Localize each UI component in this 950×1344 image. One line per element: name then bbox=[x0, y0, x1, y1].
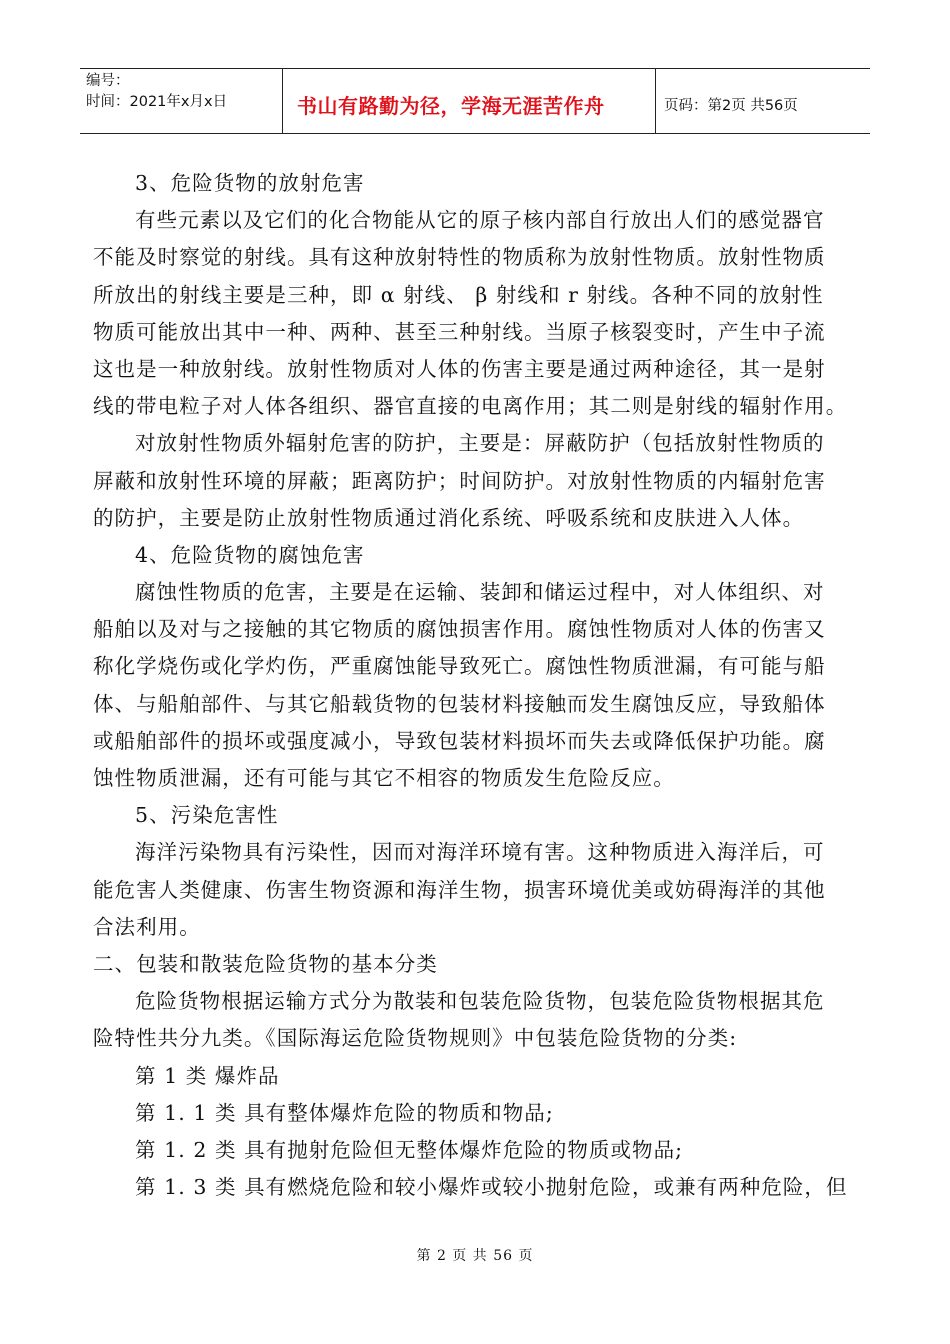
section-heading: 3、危险货物的放射危害 bbox=[135, 171, 365, 195]
paragraph-line: 体、与船舶部件、与其它船载货物的包装材料接触而发生腐蚀反应，导致船体 bbox=[93, 691, 826, 716]
class-item: 第 1. 3 类 具有燃烧危险和较小爆炸或较小抛射危险，或兼有两种危险，但 bbox=[135, 1175, 848, 1200]
header-page-info: 页码：第2页 共56页 bbox=[664, 97, 798, 114]
paragraph-line: 屏蔽和放射性环境的屏蔽；距离防护；时间防护。对放射性物质的内辐射危害 bbox=[93, 468, 826, 493]
section-heading: 4、危险货物的腐蚀危害 bbox=[135, 542, 365, 567]
paragraph-line: 海洋污染物具有污染性，因而对海洋环境有害。这种物质进入海洋后，可 bbox=[135, 840, 825, 865]
paragraph-line: 蚀性物质泄漏，还有可能与其它不相容的物质发生危险反应。 bbox=[93, 766, 675, 790]
section-heading: 5、污染危害性 bbox=[135, 803, 279, 828]
paragraph-line: 能危害人类健康、伤害生物资源和海洋生物，损害环境优美或妨碍海洋的其他 bbox=[93, 877, 826, 902]
chapter-heading: 二、包装和散装危险货物的基本分类 bbox=[93, 951, 438, 976]
header-motto-cell bbox=[283, 69, 656, 133]
document-number-label: 编号： bbox=[86, 73, 130, 89]
paragraph-line: 危险货物根据运输方式分为散装和包装危险货物，包装危险货物根据其危 bbox=[135, 989, 825, 1014]
paragraph-line: 线的带电粒子对人体各组织、器官直接的电离作用；其二则是射线的辐射作用。 bbox=[93, 394, 848, 419]
paragraph-line: 不能及时察觉的射线。具有这种放射特性的物质称为放射性物质。放射性物质 bbox=[93, 245, 826, 270]
paragraph-line: 的防护，主要是防止放射性物质通过消化系统、呼吸系统和皮肤进入人体。 bbox=[93, 505, 805, 530]
document-body bbox=[93, 165, 863, 1206]
page-footer: 第 2 页 共 56 页 bbox=[416, 1248, 534, 1264]
class-heading: 第 1 类 爆炸品 bbox=[135, 1063, 280, 1088]
paragraph-line: 所放出的射线主要是三种，即 α 射线、 β 射线和 r 射线。各种不同的放射性 bbox=[93, 282, 824, 307]
paragraph-line: 对放射性物质外辐射危害的防护，主要是：屏蔽防护（包括放射性物质的 bbox=[135, 431, 825, 456]
paragraph-line: 船舶以及对与之接触的其它物质的腐蚀损害作用。腐蚀性物质对人体的伤害又 bbox=[93, 617, 826, 642]
paragraph-line: 或船舶部件的损坏或强度减小，导致包装材料损坏而失去或降低保护功能。腐 bbox=[93, 728, 826, 753]
document-date-label: 时间：2021年x月x日 bbox=[86, 94, 228, 110]
paragraph-line: 有些元素以及它们的化合物能从它的原子核内部自行放出人们的感觉器官 bbox=[135, 208, 825, 233]
class-item: 第 1. 1 类 具有整体爆炸危险的物质和物品; bbox=[135, 1100, 554, 1125]
class-item: 第 1. 2 类 具有抛射危险但无整体爆炸危险的物质或物品; bbox=[135, 1137, 684, 1162]
paragraph-line: 物质可能放出其中一种、两种、甚至三种射线。当原子核裂变时，产生中子流 bbox=[93, 319, 826, 344]
header-motto: 书山有路勤为径，学海无涯苦作舟 bbox=[297, 93, 605, 118]
paragraph-line: 称化学烧伤或化学灼伤，严重腐蚀能导致死亡。腐蚀性物质泄漏，有可能与船 bbox=[93, 654, 826, 679]
paragraph-line: 险特性共分九类。《国际海运危险货物规则》中包装危险货物的分类: bbox=[93, 1026, 738, 1051]
paragraph-line: 这也是一种放射线。放射性物质对人体的伤害主要是通过两种途径，其一是射 bbox=[93, 356, 826, 381]
header-meta bbox=[80, 69, 283, 133]
header-page-info-cell bbox=[656, 69, 870, 133]
paragraph-line: 合法利用。 bbox=[93, 914, 201, 939]
page-header bbox=[80, 68, 870, 134]
paragraph-line: 腐蚀性物质的危害，主要是在运输、装卸和储运过程中，对人体组织、对 bbox=[135, 580, 825, 605]
